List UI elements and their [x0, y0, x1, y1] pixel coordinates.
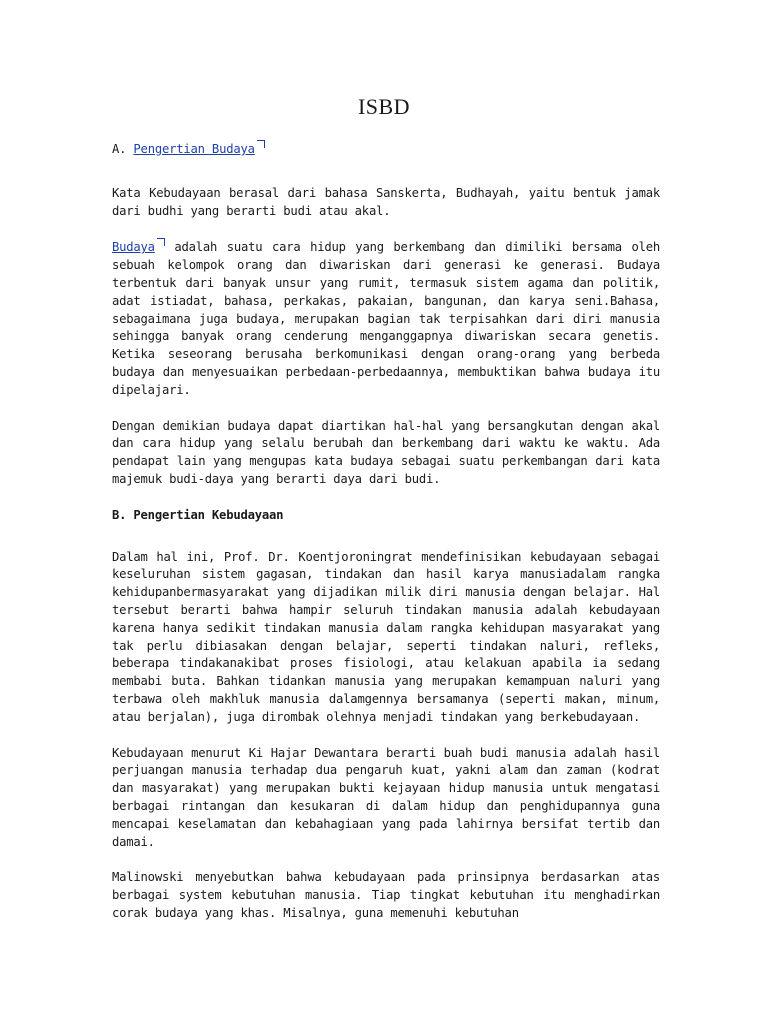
- paragraph-a2: [112, 238, 660, 399]
- paragraph-a1: Kata Kebudayaan berasal dari bahasa Sanskerta, Budhayah, yaitu bentuk jamak dari budhi yang berarti budi atau akal.: [112, 185, 660, 218]
- section-a-prefix: A.: [112, 142, 127, 156]
- paragraph-b1: Dalam hal ini, Prof. Dr. Koentjoroningrat mendefinisikan kebudayaan sebagai keseluruhan sistem gagasan, tindakan dan hasil karya manusiadalam rangka kehidupanbermasyarakat yang dijadikan milik diri manusia dengan belajar. Hal tersebut berarti bahwa hampir seluruh tindakan manusia adalah kebudayaan karena hanya sedikit tindakan manusia dalam rangka kehidupan masyarakat yang tak perlu dibiasakan dengan belajar, seperti tindakan naluri, refleks, beberapa tindakanakibat proses fisiologi, atau kelakuan apabila ia sedang membabi buta. Bahkan tidankan manusia yang merupakan kemampuan naluri yang terbawa oleh makhluk manusia dalamgennya bersamanya (seperti makan, minum, atau berjalan), juga dirombak olehnya menjadi tindakan yang berkebudayaan.: [112, 549, 660, 724]
- paragraph-b3: Malinowski menyebutkan bahwa kebudayaan pada prinsipnya berdasarkan atas berbagai system kebutuhan manusia. Tiap tingkat kebutuhan itu menghadirkan corak budaya yang khas. Misalnya, guna memenuhi kebutuhan: [112, 870, 660, 920]
- paragraph-b2: Kebudayaan menurut Ki Hajar Dewantara berarti buah budi manusia adalah hasil perjuangan manusia terhadap dua pengaruh kuat, yakni alam dan zaman (kodrat dan masyarakat) yang merupakan bukti kejayaan hidup manusia untuk mengatasi berbagai rintangan dan kesukaran di dalam hidup dan penghidupannya guna mencapai keselamatan dan kebahagiaan yang pada lahirnya bersifat tertib dan damai.: [112, 745, 660, 849]
- paragraph-a3: Dengan demikian budaya dapat diartikan hal-hal yang bersangkutan dengan akal dan cara hidup yang selalu berubah dan berkembang dari waktu ke waktu. Ada pendapat lain yang mengupas kata budaya sebagai suatu perkembangan dari kata majemuk budi-daya yang berarti daya dari budi.: [112, 418, 660, 486]
- document-body: [112, 140, 660, 941]
- section-b-heading: B. Pengertian Kebudayaan: [112, 507, 284, 522]
- external-link-icon: [157, 238, 165, 246]
- external-link-icon: [257, 140, 265, 148]
- pengertian-budaya-link[interactable]: Pengertian Budaya: [133, 142, 255, 156]
- paragraph-a2-text: adalah suatu cara hidup yang berkembang dan dimiliki bersama oleh sebuah kelompok orang dan diwariskan dari generasi ke generasi. Budaya terbentuk dari banyak unsur yang rumit, termasuk sistem agama dan politik, adat istiadat, bahasa, perkakas, pakaian, bangunan, dan karya seni.Bahasa, sebagaimana juga budaya, merupakan bagian tak terpisahkan dari diri manusia sehingga banyak orang cenderung menganggapnya diwariskan secara genetis. Ketika seseorang berusaha berkomunikasi dengan orang-orang yang berbeda budaya dan menyesuaikan perbedaan-perbedaannya, membuktikan bahwa budaya itu dipelajari.: [112, 240, 660, 397]
- document-title: ISBD: [357, 94, 411, 119]
- section-a-heading: [112, 140, 660, 159]
- budaya-link[interactable]: Budaya: [112, 240, 155, 255]
